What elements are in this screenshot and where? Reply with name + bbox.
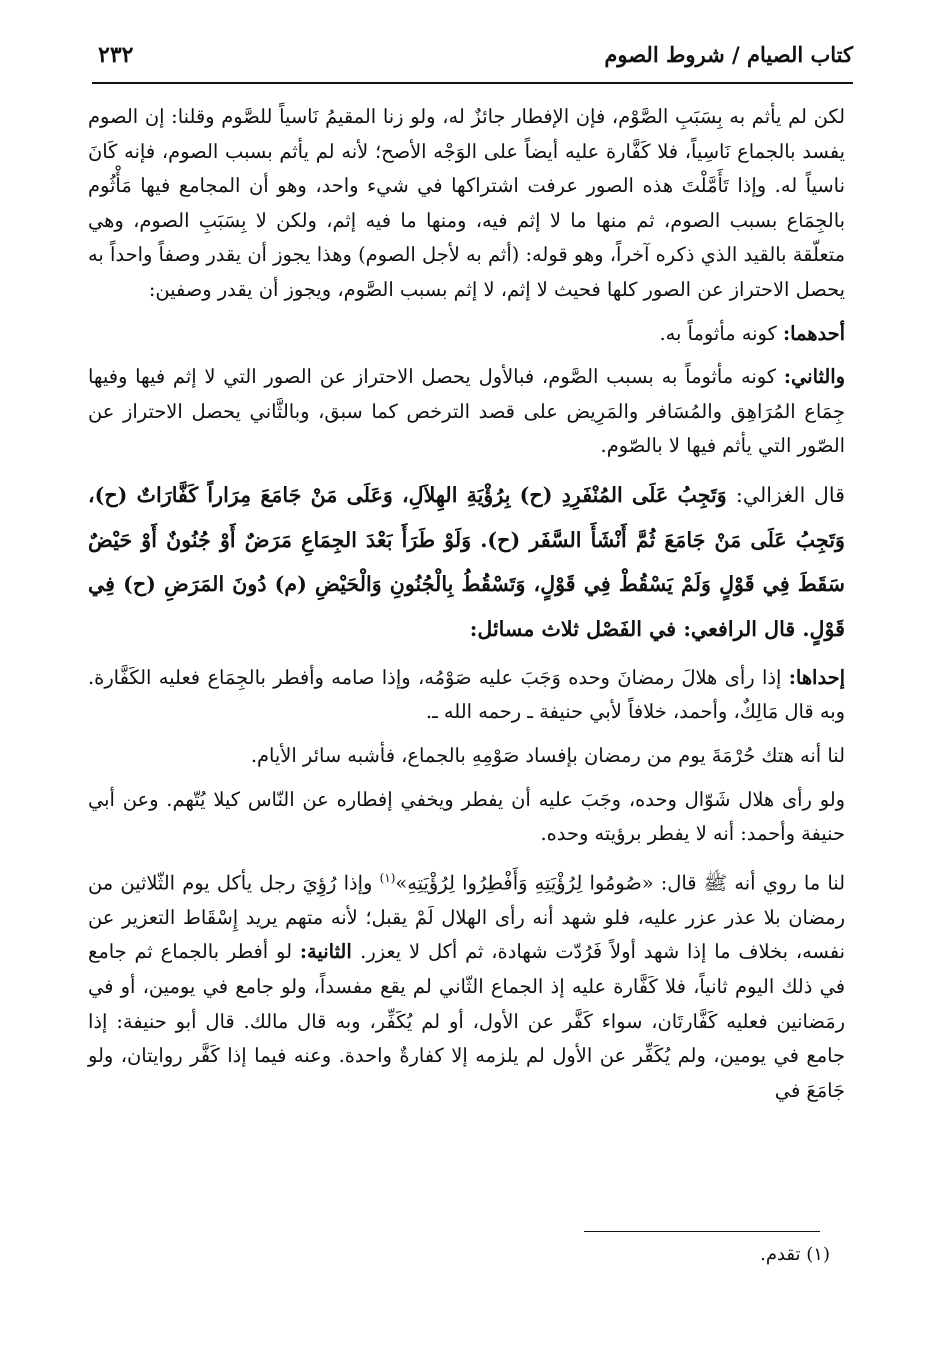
paragraph-3-text: كونه مأثوماً به بسبب الصَّوم، فبالأول يحصل الاحتراز عن الصور التي لا إثم فيها وفيها جِمَاع المُرَاهِق والمُسَافر والمَرِيض على قصد الترخص كما سبق، وبالثَّاني يحصل الاحتراز عن الصّور التي يأثم فيها لا بالصّوم. — [88, 365, 845, 458]
paragraph-6: لنا أنه هتك حُرْمَةَ يوم من رمضان بإفساد صَوْمِهِ بالجماع، فأشبه سائر الأيام. — [250, 743, 845, 767]
main-text — [88, 100, 845, 1108]
paragraph-8-continuation: لو أفطر بالجماع ثم جامع في ذلك اليوم ثانياً، فلا كَفَّارة عليه إذ الجماع الثّاني لم يقع مفسداً، ولو جامع في يومين، أو في رمَضانين فعليه كَفَّارتَان، سواء كَفَّر عن الأول، أو لم يُكَفِّر، وبه قال مالك. قال أبو حنيفة: إذا جامع في يومين، ولم يُكَفِّر عن الأول لم يلزمه إلا كفارةٌ واحدة. وعنه فيما إذا كَفَّر روايتان، ولو جَامَعَ في — [88, 940, 845, 1102]
paragraph-5-text: إذا رأى هلالَ رمضانَ وحده وَجَبَ عليه صَوْمُه، وإذا صامه وأفطر بالجِمَاع فعليه الكَفَّارة. وبه قال مَالِكٌ، وأحمد، خلافاً لأبي حنيفة ـ رحمه الله ـ. — [88, 665, 845, 724]
footnote-text: تقدم. — [760, 1244, 801, 1265]
paragraph-2 — [88, 317, 845, 352]
footnote-rule — [584, 1231, 820, 1232]
running-header — [92, 36, 853, 80]
paragraph-2-lead: أحدهما: — [782, 321, 845, 345]
paragraph-5 — [88, 661, 845, 730]
paragraph-3 — [88, 360, 845, 464]
paragraph-7: ولو رأى هلال شَوّال وحده، وجَبَ عليه أن يفطر ويخفي إفطاره عن النّاس كيلا يُتّهم. وعن أبي حنيفة وأحمد: أنه لا يفطر برؤيته وحده. — [88, 787, 845, 846]
footnote-number: (١) — [806, 1244, 830, 1265]
running-title: كتاب الصيام / شروط الصوم — [604, 42, 853, 67]
rafii-intro: قال الرافعي: في الفَصْل ثلاث مسائل: — [469, 617, 803, 642]
paragraph-3-lead: والثاني: — [783, 365, 845, 389]
paragraph-8-lead: الثانية: — [299, 940, 361, 964]
paragraph-4-ghazali — [88, 473, 845, 652]
paragraph-5-lead: إحداها: — [788, 665, 845, 689]
header-rule — [92, 82, 853, 84]
paragraph-1: لكن لم يأثم به بِسَبَبِ الصَّوْم، فإن الإفطار جائزٌ له، ولو زنا المقيمُ نَاسياً للصَّوم وقلنا: إن الصوم يفسد بالجماع نَاسِياً، فلا كَفَّارة عليه أيضاً على الوَجْه الأصح؛ لأنه لم يأثم بسبب الصوم، فإنه كَانَ ناسياً له. وإذا تَأَمَّلْتَ هذه الصور عرفت اشتراكها في شيء واحد، وهو أن المجامع فيها مَأْثُوم بالجِمَاع بسبب الصوم، ثم منها ما لا إثم فيه، ومنها ما فيه إثم، ولكن لا بِسَبَبِ الصوم، وهي متعلّقة بالقيد الذي ذكره آخراً، وهو قوله: (أثم به لأجل الصوم) وهذا يجوز أن يقدر وصفاً واحداً به يحصل الاحتراز عن الصور كلها فحيث لا إثم، لا إثم بسبب الصَّوم، ويجوز أن يقدر وصفين: — [88, 105, 845, 301]
paragraph-8-text: وإذا رُؤِيَ رجل يأكل يوم الثّلاثين من رمضان بلا عذر عزر عليه، فلو شهد أنه رأى الهلال لَمْ يقبل؛ لأنه متهم يريد إِسْقَاط التعزير عن نفسه، بخلاف ما إذا شهد أولاً فَرُدّت شهادة، ثم أكل لا يعزر. — [88, 871, 845, 964]
footnote — [760, 1240, 830, 1270]
ghazali-matn: وَتَجِبُ عَلَى المُنْفَرِدِ (ح) بِرُؤْيَةِ الهِلاَلِ، وَعَلَى مَنْ جَامَعَ مِرَاراً كَفَّارَاتٌ (ح)، وَتَجِبُ عَلَى مَنْ جَامَعَ ثُمَّ أَنْشَأَ السَّفَر (ح). وَلَوْ طَرَأَ بَعْدَ الجِمَاعِ مَرَضٌ أَوْ جُنُونٌ أَوْ حَيْضٌ سَقَطَ فِي قَوْلٍ وَلَمْ يَسْقُطْ فِي قَوْلٍ، وَتَسْقُطُ بِالْجُنُونِ وَالْحَيْضِ (م) دُونَ المَرَضِ (ح) فِي قَوْلٍ. — [88, 482, 845, 642]
page-number: ٢٣٢ — [98, 42, 134, 68]
paragraph-8-hadith: لنا ما روي أنه ﷺ قال: «صُومُوا لِرُؤْيَتِهِ وَأَفْطِرُوا لِرُؤْيَتِهِ» — [395, 871, 846, 895]
ghazali-lead: قال الغزالي: — [735, 482, 845, 507]
footnote-reference: (١) — [379, 870, 396, 885]
paragraph-2-text: كونه مأثوماً به. — [659, 321, 783, 345]
paragraph-8 — [88, 861, 845, 1109]
